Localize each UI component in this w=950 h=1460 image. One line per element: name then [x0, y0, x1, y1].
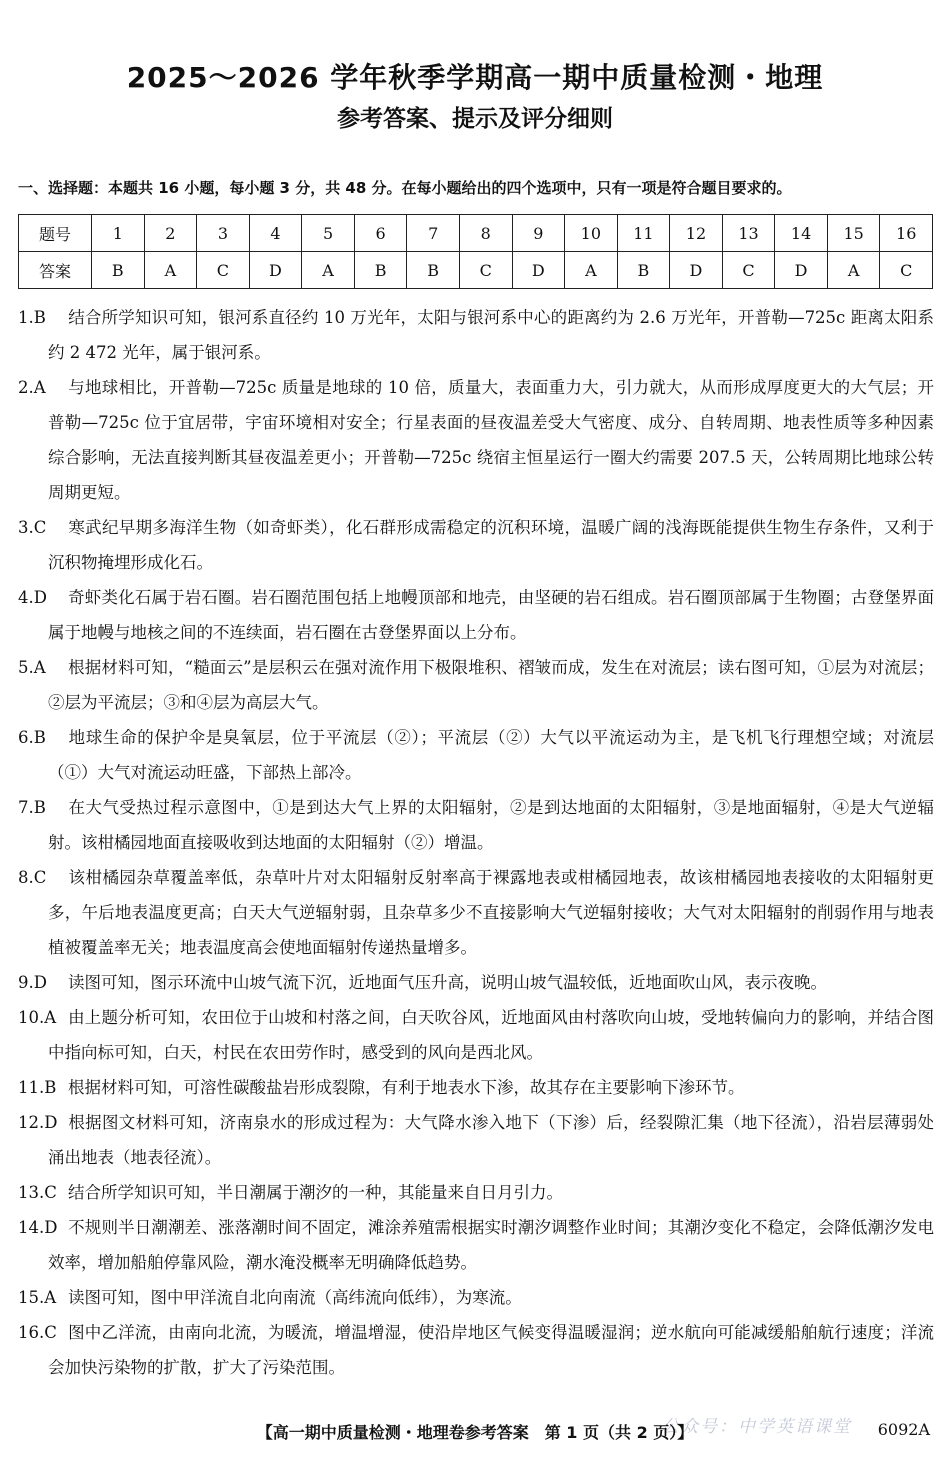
number-cell: 10 — [565, 215, 618, 252]
explanation-text: 结合所学知识可知，银河系直径约 10 万光年，太阳与银河系中心的距离约为 2.6 万光年，开普勒—725c 距离太阳系约 2 472 光年，属于银河系。 — [48, 308, 934, 362]
explanation-text: 奇虾类化石属于岩石圈。岩石圈范围包括上地幔顶部和地壳，由坚硬的岩石组成。岩石圈顶部属于生物圈；古登堡界面属于地幔与地核之间的不连续面，岩石圈在古登堡界面以上分布。 — [48, 588, 934, 642]
explanation-item — [18, 300, 934, 370]
answer-cell: C — [459, 252, 512, 289]
explanation-item — [18, 720, 934, 790]
explanation-item — [18, 1000, 934, 1070]
explanation-label: 6.B — [18, 728, 46, 747]
number-cell: 3 — [197, 215, 250, 252]
explanation-label: 16.C — [18, 1323, 57, 1342]
explanation-item — [18, 1175, 934, 1210]
answer-table — [18, 214, 933, 289]
answer-cell: A — [144, 252, 197, 289]
explanation-list — [18, 300, 934, 1385]
explanation-item — [18, 1315, 934, 1385]
number-cell: 14 — [775, 215, 828, 252]
footer-text: 【高一期中质量检测・地理卷参考答案 第 1 页（共 2 页）】 — [256, 1423, 694, 1442]
explanation-text: 由上题分析可知，农田位于山坡和村落之间，白天吹谷风，近地面风由村落吹向山坡，受地转偏向力的影响，并结合图中指向标可知，白天，村民在农田劳作时，感受到的风向是西北风。 — [48, 1008, 934, 1062]
answer-cell: C — [880, 252, 933, 289]
answer-cell: B — [407, 252, 460, 289]
explanation-label: 12.D — [18, 1113, 58, 1132]
explanation-item — [18, 510, 934, 580]
explanation-text: 该柑橘园杂草覆盖率低，杂草叶片对太阳辐射反射率高于裸露地表或柑橘园地表，故该柑橘园地表接收的太阳辐射更多，午后地表温度更高；白天大气逆辐射弱，且杂草多少不直接影响大气逆辐射接收；大气对太阳辐射的削弱作用与地表植被覆盖率无关；地表温度高会使地面辐射传递热量增多。 — [48, 868, 934, 957]
answer-row — [19, 252, 933, 289]
number-row — [19, 215, 933, 252]
explanation-label: 14.D — [18, 1218, 58, 1237]
explanation-item — [18, 860, 934, 965]
explanation-label: 2.A — [18, 378, 46, 397]
explanation-label: 9.D — [18, 973, 47, 992]
explanation-label: 4.D — [18, 588, 47, 607]
page-title: 2025～2026 学年秋季学期高一期中质量检测・地理 — [126, 61, 824, 94]
number-cell: 12 — [670, 215, 723, 252]
explanation-item — [18, 370, 934, 510]
explanation-label: 5.A — [18, 658, 46, 677]
explanation-item — [18, 580, 934, 650]
explanation-text: 图中乙洋流，由南向北流，为暖流，增温增湿，使沿岸地区气候变得温暖湿润；逆水航向可能减缓船舶航行速度；洋流会加快污染物的扩散，扩大了污染范围。 — [48, 1323, 934, 1377]
explanation-label: 7.B — [18, 798, 46, 817]
number-cell: 6 — [354, 215, 407, 252]
explanation-item — [18, 1070, 934, 1105]
number-cell: 5 — [302, 215, 355, 252]
answer-cell: B — [617, 252, 670, 289]
number-cell: 1 — [92, 215, 145, 252]
section-heading: 一、选择题：本题共 16 小题，每小题 3 分，共 48 分。在每小题给出的四个选项中，只有一项是符合题目要求的。 — [18, 179, 792, 197]
number-cell: 9 — [512, 215, 565, 252]
explanation-text: 寒武纪早期多海洋生物（如奇虾类），化石群形成需稳定的沉积环境，温暖广阔的浅海既能提供生物生存条件，又利于沉积物掩埋形成化石。 — [48, 518, 934, 572]
number-cell: 7 — [407, 215, 460, 252]
number-cell: 15 — [827, 215, 880, 252]
explanation-text: 不规则半日潮潮差、涨落潮时间不固定，滩涂养殖需根据实时潮汐调整作业时间；其潮汐变化不稳定，会降低潮汐发电效率，增加船舶停靠风险，潮水淹没概率无明确降低趋势。 — [48, 1218, 934, 1272]
explanation-text: 根据材料可知，可溶性碳酸盐岩形成裂隙，有利于地表水下渗，故其存在主要影响下渗环节。 — [68, 1078, 745, 1097]
explanation-text: 结合所学知识可知，半日潮属于潮汐的一种，其能量来自日月引力。 — [68, 1183, 563, 1202]
explanation-text: 地球生命的保护伞是臭氧层，位于平流层（②）；平流层（②）大气以平流运动为主，是飞机飞行理想空域；对流层（①）大气对流运动旺盛，下部热上部冷。 — [48, 728, 934, 782]
explanation-label: 3.C — [18, 518, 47, 537]
paper-code: 6092A — [877, 1420, 930, 1439]
answer-cell: C — [722, 252, 775, 289]
answer-cell: A — [565, 252, 618, 289]
answer-cell: D — [670, 252, 723, 289]
explanation-text: 根据图文材料可知，济南泉水的形成过程为：大气降水渗入地下（下渗）后，经裂隙汇集（地下径流），沿岩层薄弱处涌出地表（地表径流）。 — [48, 1113, 934, 1167]
answer-cell: B — [92, 252, 145, 289]
explanation-text: 读图可知，图示环流中山坡气流下沉，近地面气压升高，说明山坡气温较低，近地面吹山风，表示夜晚。 — [68, 973, 827, 992]
explanation-item — [18, 1210, 934, 1280]
number-cell: 2 — [144, 215, 197, 252]
explanation-item — [18, 1105, 934, 1175]
row-label-answers: 答案 — [19, 252, 92, 289]
explanation-item — [18, 650, 934, 720]
explanation-label: 1.B — [18, 308, 46, 327]
page-footer — [0, 1420, 950, 1443]
answer-cell: B — [354, 252, 407, 289]
explanation-item — [18, 965, 934, 1000]
row-label-numbers: 题号 — [19, 215, 92, 252]
answer-cell: A — [302, 252, 355, 289]
answer-cell: D — [512, 252, 565, 289]
explanation-text: 在大气受热过程示意图中，①是到达大气上界的太阳辐射，②是到达地面的太阳辐射，③是地面辐射，④是大气逆辐射。该柑橘园地面直接吸收到达地面的太阳辐射（②）增温。 — [48, 798, 934, 852]
explanation-label: 13.C — [18, 1183, 57, 1202]
explanation-text: 根据材料可知，“糙面云”是层积云在强对流作用下极限堆积、褶皱而成，发生在对流层；读右图可知，①层为对流层；②层为平流层；③和④层为高层大气。 — [48, 658, 934, 712]
explanation-label: 10.A — [18, 1008, 57, 1027]
answer-cell: C — [197, 252, 250, 289]
answer-cell: D — [249, 252, 302, 289]
number-cell: 4 — [249, 215, 302, 252]
explanation-label: 15.A — [18, 1288, 57, 1307]
explanation-item — [18, 790, 934, 860]
page-subtitle: 参考答案、提示及评分细则 — [337, 106, 613, 132]
number-cell: 16 — [880, 215, 933, 252]
explanation-label: 11.B — [18, 1078, 57, 1097]
answer-cell: A — [827, 252, 880, 289]
explanation-text: 与地球相比，开普勒—725c 质量是地球的 10 倍，质量大，表面重力大，引力就大，从而形成厚度更大的大气层；开普勒—725c 位于宜居带，宇宙环境相对安全；行星表面的昼夜温差受大气密度、成分、自转周期、地表性质等多种因素综合影响，无法直接判断其昼夜温差更小；开普勒—725c 绕宿主恒星运行一圈大约需要 207.5 天，公转周期比地球公转周期更短。 — [48, 378, 934, 502]
watermark: 公众号：中学英语课堂 — [662, 1417, 852, 1437]
number-cell: 13 — [722, 215, 775, 252]
explanation-item — [18, 1280, 934, 1315]
number-cell: 11 — [617, 215, 670, 252]
explanation-label: 8.C — [18, 868, 47, 887]
number-cell: 8 — [459, 215, 512, 252]
explanation-text: 读图可知，图中甲洋流自北向南流（高纬流向低纬），为寒流。 — [68, 1288, 522, 1307]
answer-cell: D — [775, 252, 828, 289]
